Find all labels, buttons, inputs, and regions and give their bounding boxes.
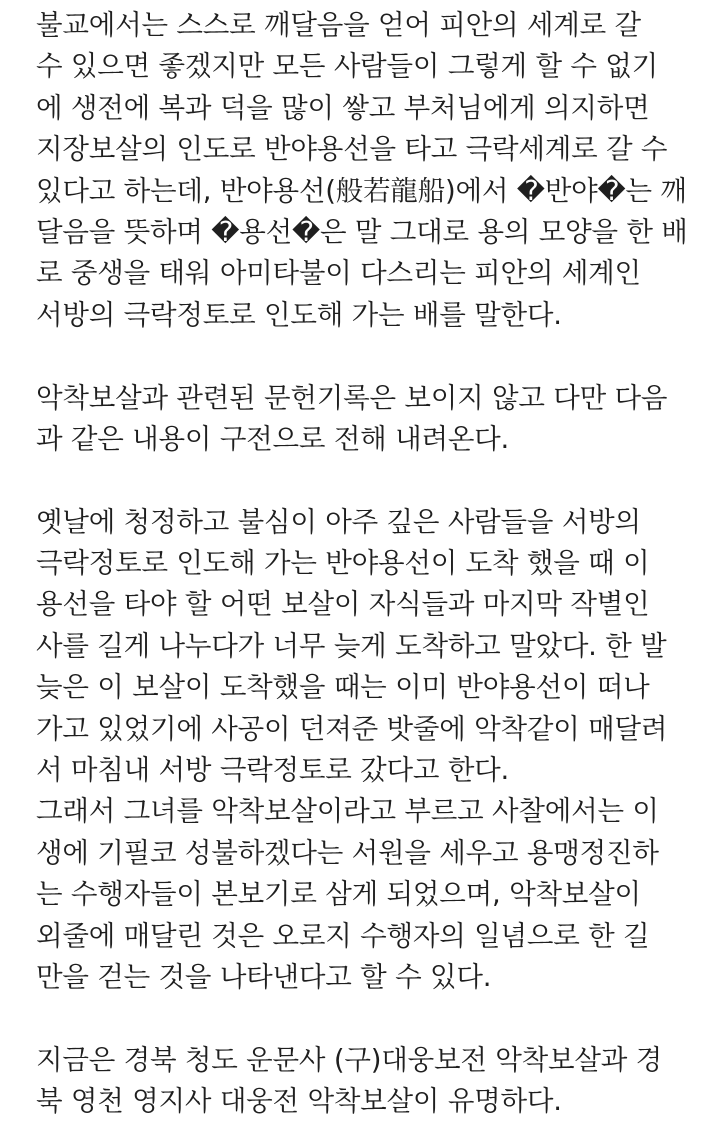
paragraph-gap	[36, 336, 706, 377]
paragraph-gap	[36, 998, 706, 1039]
text-line: 로 중생을 태워 아미타불이 다스리는 피안의 세계인	[36, 257, 641, 290]
text-line: 는 수행자들이 본보기로 삼게 되었으며, 악착보살이	[36, 878, 641, 911]
text-line: 사를 길게 나누다가 너무 늦게 도착하고 말았다. 한 발	[36, 629, 667, 662]
text-line: 가고 있었기에 사공이 던져준 밧줄에 악착같이 매달려	[36, 712, 668, 745]
paragraph-gap	[36, 460, 706, 501]
text-line: 생에 기필코 성불하겠다는 서원을 세우고 용맹정진하	[36, 836, 659, 869]
text-line: 달음을 뜻하며 �용선�은 말 그대로 용의 모양을 한 배	[36, 215, 688, 248]
paragraph-oral-tradition	[36, 378, 706, 461]
paragraph-famous-examples	[36, 1040, 706, 1123]
text-line: 외줄에 매달린 것은 오로지 수행자의 일념으로 한 길	[36, 919, 650, 952]
text-line: 서 마침내 서방 극락정토로 갔다고 한다.	[36, 754, 510, 787]
text-line: 북 영천 영지사 대웅전 악착보살이 유명하다.	[36, 1085, 562, 1118]
text-line: 지금은 경북 청도 운문사 (구)대웅보전 악착보살과 경	[36, 1043, 662, 1076]
text-line: 극락정토로 인도해 가는 반야용선이 도착 했을 때 이	[36, 547, 650, 580]
text-line: 악착보살과 관련된 문헌기록은 보이지 않고 다만 다음	[36, 381, 668, 414]
text-line: 늦은 이 보살이 도착했을 때는 이미 반야용선이 떠나	[36, 671, 650, 704]
text-line: 서방의 극락정토로 인도해 가는 배를 말한다.	[36, 298, 562, 331]
paragraph-banya-yongseon	[36, 5, 706, 336]
text-line: 그래서 그녀를 악착보살이라고 부르고 사찰에서는 이	[36, 795, 659, 828]
text-line: 만을 걷는 것을 나타낸다고 할 수 있다.	[36, 960, 492, 993]
text-line: 에 생전에 복과 덕을 많이 쌓고 부처님에게 의지하면	[36, 91, 650, 124]
text-line: 지장보살의 인도로 반야용선을 타고 극락세계로 갈 수	[36, 133, 668, 166]
text-line: 불교에서는 스스로 깨달음을 얻어 피안의 세계로 갈	[36, 9, 641, 41]
paragraph-legend	[36, 502, 706, 999]
article-body	[36, 5, 706, 1123]
text-line: 과 같은 내용이 구전으로 전해 내려온다.	[36, 422, 510, 455]
text-line: 수 있으면 좋겠지만 모든 사람들이 그렇게 할 수 없기	[36, 50, 658, 83]
text-line: 옛날에 청정하고 불심이 아주 깊은 사람들을 서방의	[36, 505, 641, 538]
text-line: 있다고 하는데, 반야용선(般若龍船)에서 �반야�는 깨	[36, 174, 687, 207]
text-line: 용선을 타야 할 어떤 보살이 자식들과 마지막 작별인	[36, 588, 650, 621]
